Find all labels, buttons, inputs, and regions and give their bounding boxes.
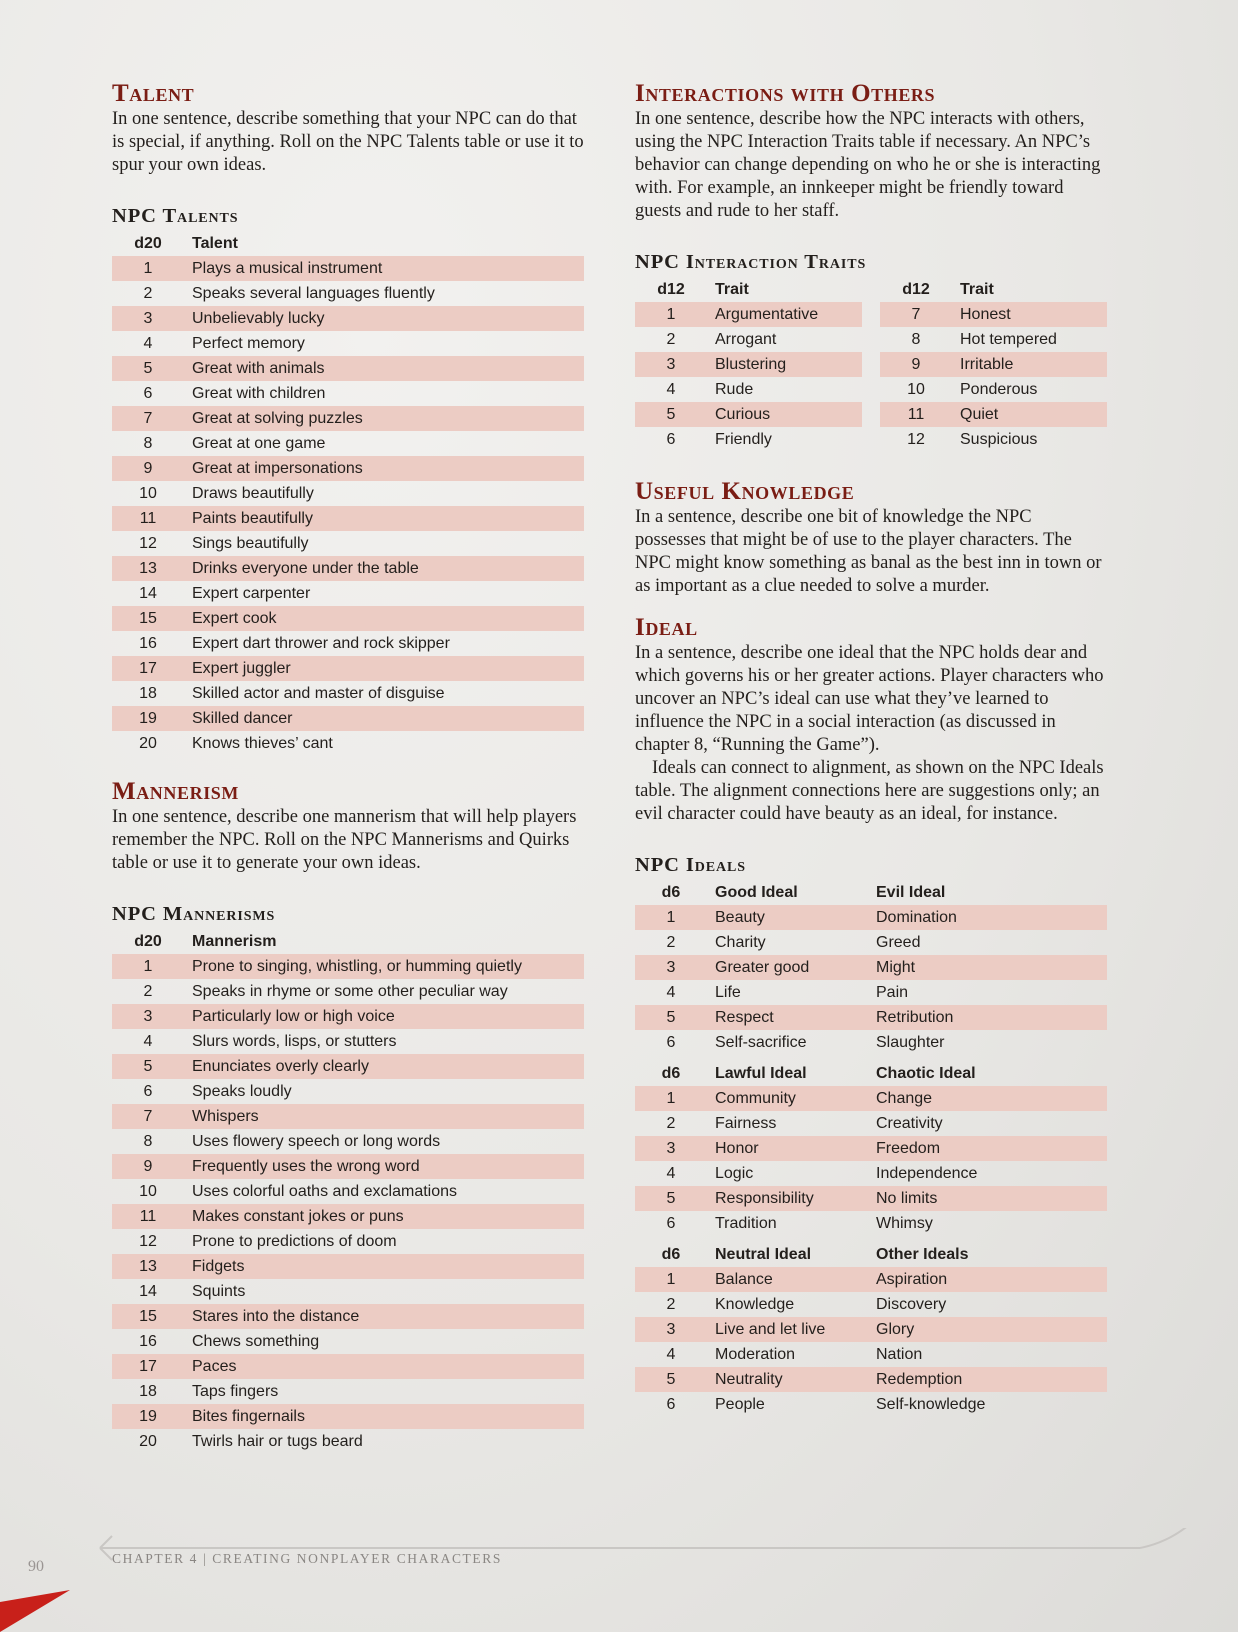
ideal-a: Respect — [707, 1005, 876, 1030]
talent-row — [112, 456, 584, 481]
ideal-a: Charity — [715, 934, 766, 951]
mannerism-row — [112, 1254, 584, 1279]
ideal-b: Retribution — [876, 1005, 1107, 1030]
ideal-row — [635, 1161, 1107, 1186]
ideal-roll: 2 — [666, 934, 676, 951]
mannerism-roll: 6 — [143, 1083, 153, 1100]
mannerism-text: Enunciates overly clearly — [184, 1054, 584, 1079]
ideal-roll: 2 — [666, 1296, 676, 1313]
talent-roll: 14 — [139, 585, 157, 602]
traits-left-header-row — [635, 277, 862, 302]
ideal-row — [635, 930, 1107, 955]
ideals-b-header: Chaotic Ideal — [876, 1065, 976, 1082]
ideals-group-table — [635, 1242, 1107, 1417]
mannerism-roll: 1 — [112, 954, 184, 979]
talent-text: Great at one game — [192, 435, 326, 452]
trait-roll: 10 — [907, 381, 925, 398]
trait-roll: 11 — [880, 402, 952, 427]
trait-row — [880, 402, 1107, 427]
mannerism-text: Uses flowery speech or long words — [192, 1133, 441, 1150]
trait-text: Honest — [952, 302, 1107, 327]
mannerism-text: Taps fingers — [192, 1383, 279, 1400]
talent-row — [112, 681, 584, 706]
mannerism-text: Bites fingernails — [184, 1404, 584, 1429]
mannerism-text: Prone to singing, whistling, or humming quietly — [184, 954, 584, 979]
talent-text: Paints beautifully — [184, 506, 584, 531]
mannerism-row — [112, 1204, 584, 1229]
talent-roll: 19 — [112, 706, 184, 731]
traits-left-body — [635, 302, 862, 452]
talent-text: Plays a musical instrument — [184, 256, 584, 281]
talent-text: Unbelievably lucky — [184, 306, 584, 331]
trait-text: Curious — [707, 402, 862, 427]
trait-roll: 8 — [911, 331, 921, 348]
talents-body — [112, 256, 584, 756]
ideal-a: Fairness — [715, 1115, 777, 1132]
ideal-a: Community — [707, 1086, 876, 1111]
talent-roll: 15 — [112, 606, 184, 631]
ideal-b: Greed — [876, 934, 921, 951]
mannerism-text: Slurs words, lisps, or stutters — [192, 1033, 397, 1050]
trait-row — [635, 427, 862, 452]
page-number: 90 — [28, 1558, 44, 1575]
ideal-a: Honor — [707, 1136, 876, 1161]
ideal-roll: 6 — [666, 1215, 676, 1232]
ideal-text-1: In a sentence, describe one ideal that the NPC holds dear and which governs his or her greater actions. Player characters who uncover an NPC’s ideal can use what they’ve learned to influence the NPC in a social interaction (as discussed in chapter 8, “Running the Game”). — [635, 643, 1104, 755]
mannerism-text: Frequently uses the wrong word — [184, 1154, 584, 1179]
trait-roll: 1 — [635, 302, 707, 327]
talents-table-title: NPC Talents — [112, 205, 239, 227]
talent-text: In one sentence, describe something that your NPC can do that is special, if anything. Roll on the NPC Talents table or use it to spur your own ideas. — [112, 109, 584, 175]
ideal-roll: 4 — [666, 1165, 676, 1182]
mannerism-roll: 15 — [112, 1304, 184, 1329]
ideal-row — [635, 1186, 1107, 1211]
ideal-row — [635, 1342, 1107, 1367]
talent-heading: Talent — [112, 80, 195, 107]
trait-text: Arrogant — [715, 331, 777, 348]
talent-row — [112, 406, 584, 431]
ideal-row — [635, 1030, 1107, 1055]
mannerism-roll: 8 — [143, 1133, 153, 1150]
ideals-header-row — [635, 1061, 1107, 1086]
trait-row — [635, 352, 862, 377]
talent-text: Expert cook — [184, 606, 584, 631]
useful-knowledge-text: In a sentence, describe one bit of knowledge the NPC possesses that might be of use to the player characters. The NPC might know something as banal as the best inn in town or as important as a clue needed to solve a murder. — [635, 507, 1102, 596]
ideals-group-table — [635, 880, 1107, 1055]
mannerism-row — [112, 1154, 584, 1179]
ideal-a: Live and let live — [707, 1317, 876, 1342]
ideal-a: Knowledge — [715, 1296, 795, 1313]
page-corner-accent — [0, 1590, 70, 1632]
ideal-b: No limits — [876, 1186, 1107, 1211]
mannerism-text: Speaks in rhyme or some other peculiar way — [192, 983, 508, 1000]
ideal-b: Aspiration — [876, 1267, 1107, 1292]
talent-roll: 2 — [143, 285, 153, 302]
ideal-b: Pain — [876, 984, 909, 1001]
mannerism-text: Chews something — [192, 1333, 320, 1350]
trait-row — [880, 377, 1107, 402]
footer-chapter-label: CHAPTER 4 | CREATING NONPLAYER CHARACTERS — [112, 1551, 502, 1566]
trait-roll: 7 — [880, 302, 952, 327]
ideal-b: Self-knowledge — [876, 1396, 986, 1413]
traits-left-die-header: d12 — [657, 281, 685, 298]
ideal-row — [635, 1005, 1107, 1030]
trait-row — [880, 427, 1107, 452]
mannerism-row — [112, 1354, 584, 1379]
ideal-a: Logic — [715, 1165, 754, 1182]
talent-roll: 12 — [139, 535, 157, 552]
ideal-b: Glory — [876, 1317, 1107, 1342]
mannerism-row — [112, 1279, 584, 1304]
ideal-row — [635, 955, 1107, 980]
talents-die-header: d20 — [134, 235, 162, 252]
ideal-b: Independence — [876, 1165, 978, 1182]
talents-header-row — [112, 231, 584, 256]
trait-text: Friendly — [715, 431, 772, 448]
talent-text: Skilled actor and master of disguise — [192, 685, 445, 702]
talent-roll: 5 — [112, 356, 184, 381]
talent-text: Drinks everyone under the table — [184, 556, 584, 581]
mannerism-row — [112, 1404, 584, 1429]
ideals-table — [635, 880, 1107, 1417]
ideal-row — [635, 905, 1107, 930]
talents-col-header: Talent — [192, 235, 238, 252]
ideal-row — [635, 1136, 1107, 1161]
mannerism-roll: 20 — [139, 1433, 157, 1450]
mannerism-roll: 18 — [139, 1383, 157, 1400]
ideals-header-row — [635, 1242, 1107, 1267]
talent-text: Perfect memory — [192, 335, 305, 352]
talent-roll: 4 — [143, 335, 153, 352]
talent-text: Knows thieves’ cant — [192, 735, 333, 752]
mannerisms-col-header: Mannerism — [192, 933, 277, 950]
talent-text: Speaks several languages fluently — [192, 285, 435, 302]
ideal-roll: 6 — [666, 1396, 676, 1413]
mannerism-row — [112, 1054, 584, 1079]
mannerism-text: Stares into the distance — [184, 1304, 584, 1329]
mannerism-roll: 19 — [112, 1404, 184, 1429]
talent-roll: 16 — [139, 635, 157, 652]
mannerism-roll: 2 — [143, 983, 153, 1000]
talent-roll: 18 — [139, 685, 157, 702]
trait-roll: 12 — [907, 431, 925, 448]
ideals-b-header: Evil Ideal — [876, 884, 946, 901]
ideal-b: Slaughter — [876, 1034, 945, 1051]
talent-text: Great at solving puzzles — [184, 406, 584, 431]
mannerism-roll: 13 — [112, 1254, 184, 1279]
mannerisms-table-title: NPC Mannerisms — [112, 903, 276, 925]
talent-row — [112, 731, 584, 756]
traits-right-body — [880, 302, 1107, 452]
right-column — [635, 80, 1107, 1417]
ideal-roll: 1 — [635, 1086, 707, 1111]
interactions-text: In one sentence, describe how the NPC interacts with others, using the NPC Interaction Traits table if necessary. An NPC’s behavior can change depending on who he or she is interacting with. For example, an innkeeper might be friendly toward guests and rude to her staff. — [635, 109, 1101, 221]
trait-text: Irritable — [952, 352, 1107, 377]
ideal-roll: 6 — [666, 1034, 676, 1051]
traits-table — [635, 277, 1107, 452]
talent-row — [112, 331, 584, 356]
talent-row — [112, 581, 584, 606]
trait-row — [635, 327, 862, 352]
ideal-row — [635, 1111, 1107, 1136]
trait-roll: 5 — [635, 402, 707, 427]
mannerism-roll: 3 — [112, 1004, 184, 1029]
talent-row — [112, 481, 584, 506]
ideal-row — [635, 1317, 1107, 1342]
ideal-a: Moderation — [715, 1346, 796, 1363]
mannerism-text: Prone to predictions of doom — [192, 1233, 397, 1250]
ideals-die-header: d6 — [661, 1246, 681, 1263]
ideal-a: People — [715, 1396, 765, 1413]
talent-roll: 17 — [112, 656, 184, 681]
mannerism-row — [112, 1004, 584, 1029]
trait-roll: 4 — [666, 381, 676, 398]
ideal-row — [635, 1367, 1107, 1392]
mannerism-row — [112, 954, 584, 979]
traits-right-die-header: d12 — [902, 281, 930, 298]
useful-knowledge-heading: Useful Knowledge — [635, 478, 855, 505]
talent-text: Great with animals — [184, 356, 584, 381]
ideal-a: Self-sacrifice — [715, 1034, 807, 1051]
ideal-row — [635, 1392, 1107, 1417]
mannerism-row — [112, 1329, 584, 1354]
ideal-row — [635, 1267, 1107, 1292]
mannerism-text: Speaks loudly — [192, 1083, 292, 1100]
ideal-b: Discovery — [876, 1296, 947, 1313]
traits-right-header-row — [880, 277, 1107, 302]
trait-text: Hot tempered — [960, 331, 1057, 348]
ideals-a-header: Neutral Ideal — [715, 1246, 812, 1263]
talent-row — [112, 306, 584, 331]
mannerism-row — [112, 1379, 584, 1404]
talent-row — [112, 556, 584, 581]
talents-table — [112, 231, 584, 756]
ideal-text-2: Ideals can connect to alignment, as shown on the NPC Ideals table. The alignment connections here are suggestions only; an evil character could have beauty as an ideal, for instance. — [635, 758, 1104, 824]
talent-row — [112, 281, 584, 306]
trait-row — [635, 302, 862, 327]
ideal-a: Life — [715, 984, 741, 1001]
ideals-die-header: d6 — [661, 1065, 681, 1082]
ideal-a: Balance — [707, 1267, 876, 1292]
ideal-roll: 4 — [666, 984, 676, 1001]
ideals-table-title: NPC Ideals — [635, 854, 746, 876]
mannerism-row — [112, 1079, 584, 1104]
trait-roll: 9 — [880, 352, 952, 377]
ideals-a-header: Good Ideal — [715, 884, 798, 901]
mannerism-roll: 12 — [139, 1233, 157, 1250]
trait-row — [635, 402, 862, 427]
traits-table-left — [635, 277, 862, 452]
ideals-die-header: d6 — [661, 884, 681, 901]
ideals-group-table — [635, 1061, 1107, 1236]
ideal-roll: 1 — [635, 905, 707, 930]
ideal-a: Tradition — [715, 1215, 777, 1232]
mannerism-roll: 10 — [139, 1183, 157, 1200]
ideal-row — [635, 980, 1107, 1005]
ideals-a-header: Lawful Ideal — [715, 1065, 807, 1082]
talent-roll: 7 — [112, 406, 184, 431]
mannerism-row — [112, 1029, 584, 1054]
talent-row — [112, 606, 584, 631]
mannerism-roll: 16 — [139, 1333, 157, 1350]
talent-roll: 11 — [112, 506, 184, 531]
ideal-b: Creativity — [876, 1115, 943, 1132]
mannerism-row — [112, 1304, 584, 1329]
talent-row — [112, 506, 584, 531]
talent-text: Expert juggler — [184, 656, 584, 681]
talent-roll: 9 — [112, 456, 184, 481]
ideal-row — [635, 1086, 1107, 1111]
talent-text: Expert dart thrower and rock skipper — [192, 635, 450, 652]
ideal-b: Change — [876, 1086, 1107, 1111]
talent-row — [112, 256, 584, 281]
mannerism-roll: 9 — [112, 1154, 184, 1179]
trait-text: Rude — [715, 381, 754, 398]
ideal-roll: 1 — [635, 1267, 707, 1292]
mannerism-row — [112, 1429, 584, 1454]
talent-text: Great with children — [192, 385, 326, 402]
ideal-roll: 3 — [635, 1136, 707, 1161]
mannerisms-header-row — [112, 929, 584, 954]
talent-row — [112, 631, 584, 656]
ideal-b: Redemption — [876, 1367, 1107, 1392]
mannerism-text: Whispers — [184, 1104, 584, 1129]
trait-roll: 6 — [666, 431, 676, 448]
talent-text: Skilled dancer — [184, 706, 584, 731]
talent-text: Expert carpenter — [192, 585, 311, 602]
mannerism-row — [112, 1104, 584, 1129]
talent-row — [112, 356, 584, 381]
traits-table-right — [880, 277, 1107, 452]
mannerism-roll: 7 — [112, 1104, 184, 1129]
ideals-header-row — [635, 880, 1107, 905]
ideal-a: Beauty — [707, 905, 876, 930]
interactions-heading: Interactions with Others — [635, 80, 936, 107]
trait-row — [880, 327, 1107, 352]
mannerism-text: Uses colorful oaths and exclamations — [192, 1183, 458, 1200]
mannerisms-table — [112, 929, 584, 1454]
mannerism-roll: 14 — [139, 1283, 157, 1300]
talent-row — [112, 381, 584, 406]
mannerism-text: Squints — [192, 1283, 246, 1300]
talent-row — [112, 706, 584, 731]
mannerism-text: Twirls hair or tugs beard — [192, 1433, 363, 1450]
mannerism-text: Makes constant jokes or puns — [184, 1204, 584, 1229]
mannerism-roll: 17 — [112, 1354, 184, 1379]
ideal-row — [635, 1211, 1107, 1236]
ideal-a: Responsibility — [707, 1186, 876, 1211]
ideals-b-header: Other Ideals — [876, 1246, 969, 1263]
ideal-b: Nation — [876, 1346, 923, 1363]
ideal-roll: 5 — [635, 1186, 707, 1211]
mannerism-roll: 11 — [112, 1204, 184, 1229]
talent-roll: 13 — [112, 556, 184, 581]
mannerism-row — [112, 979, 584, 1004]
trait-text: Blustering — [707, 352, 862, 377]
ideal-b: Domination — [876, 905, 1107, 930]
ideal-b: Freedom — [876, 1136, 1107, 1161]
trait-text: Suspicious — [960, 431, 1038, 448]
mannerism-heading: Mannerism — [112, 778, 240, 805]
mannerism-roll: 5 — [112, 1054, 184, 1079]
talent-roll: 3 — [112, 306, 184, 331]
mannerism-row — [112, 1129, 584, 1154]
traits-table-title: NPC Interaction Traits — [635, 251, 867, 273]
talent-roll: 20 — [139, 735, 157, 752]
trait-roll: 3 — [635, 352, 707, 377]
ideal-b: Might — [876, 955, 1107, 980]
ideal-b: Whimsy — [876, 1215, 933, 1232]
mannerism-text: Fidgets — [184, 1254, 584, 1279]
trait-row — [880, 302, 1107, 327]
talent-roll: 10 — [139, 485, 157, 502]
trait-text: Ponderous — [960, 381, 1038, 398]
mannerisms-die-header: d20 — [134, 933, 162, 950]
ideal-roll: 3 — [635, 955, 707, 980]
ideal-a: Greater good — [707, 955, 876, 980]
talent-text: Draws beautifully — [192, 485, 314, 502]
trait-roll: 2 — [666, 331, 676, 348]
mannerism-text: Paces — [184, 1354, 584, 1379]
left-column — [112, 80, 586, 1454]
ideal-row — [635, 1292, 1107, 1317]
ideal-a: Neutrality — [707, 1367, 876, 1392]
trait-row — [635, 377, 862, 402]
talent-row — [112, 531, 584, 556]
traits-right-col-header: Trait — [960, 281, 994, 298]
ideal-roll: 2 — [666, 1115, 676, 1132]
trait-text: Argumentative — [707, 302, 862, 327]
mannerism-row — [112, 1229, 584, 1254]
talent-text: Great at impersonations — [184, 456, 584, 481]
trait-text: Quiet — [952, 402, 1107, 427]
mannerism-text: In one sentence, describe one mannerism that will help players remember the NPC. Roll on the NPC Mannerisms and Quirks table or use it to generate your own ideas. — [112, 807, 577, 873]
trait-row — [880, 352, 1107, 377]
mannerism-text: Particularly low or high voice — [184, 1004, 584, 1029]
ideal-roll: 4 — [666, 1346, 676, 1363]
talent-row — [112, 431, 584, 456]
talent-roll: 1 — [112, 256, 184, 281]
traits-left-col-header: Trait — [715, 281, 749, 298]
mannerism-roll: 4 — [143, 1033, 153, 1050]
talent-text: Sings beautifully — [192, 535, 309, 552]
talent-roll: 8 — [143, 435, 153, 452]
mannerism-row — [112, 1179, 584, 1204]
talent-row — [112, 656, 584, 681]
ideal-roll: 3 — [635, 1317, 707, 1342]
ideal-roll: 5 — [635, 1005, 707, 1030]
mannerisms-body — [112, 954, 584, 1454]
ideal-heading: Ideal — [635, 614, 698, 641]
talent-roll: 6 — [143, 385, 153, 402]
ideal-roll: 5 — [635, 1367, 707, 1392]
